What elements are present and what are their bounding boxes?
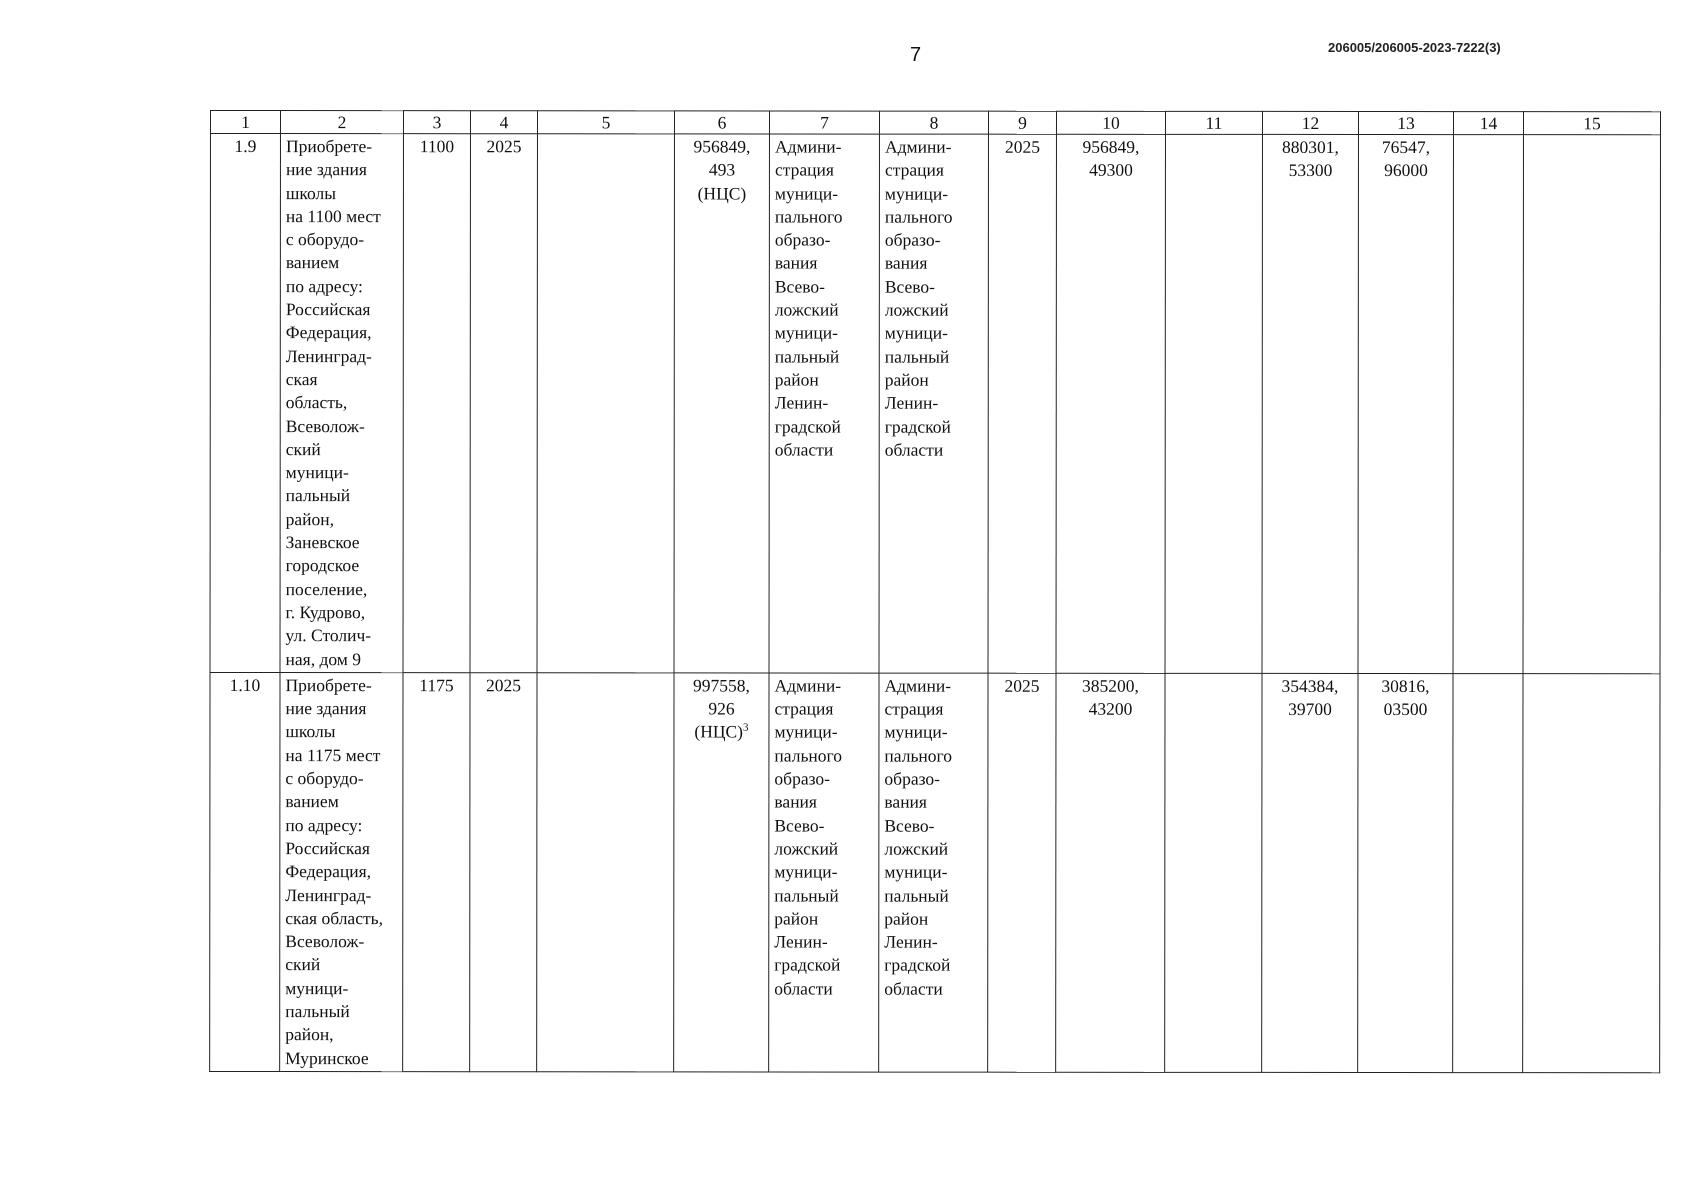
column-header: 13 <box>1358 112 1453 135</box>
year-cell: 2025 <box>470 673 537 1072</box>
budget-table <box>209 110 1661 1073</box>
column-header: 9 <box>988 111 1056 134</box>
empty-cell <box>1453 673 1523 1072</box>
object-name: Приобрете- ние здания школы на 1175 мест с оборудо- ванием по адресу: Российская Федерация, Ленинград- ская область, Всеволож- ский муници- пальный район, Муринское <box>280 672 403 1071</box>
amount-cell: 354384, 39700 <box>1262 673 1358 1072</box>
column-header: 1 <box>210 111 280 134</box>
amount-cell: 76547, 96000 <box>1358 135 1453 674</box>
object-name: Приобрете- ние здания школы на 1100 мест с оборудо- ванием по адресу: Российская Федерация, Ленинград- ская область, Всеволож- ский муници- пальный район, Заневское городское поселение, г. Кудрово, ул. Столич- ная, дом 9 <box>280 134 403 673</box>
total-amount: 385200, 43200 <box>1056 673 1165 1072</box>
column-header: 4 <box>470 111 537 134</box>
empty-cell <box>1523 673 1660 1072</box>
page-number: 7 <box>910 44 922 66</box>
estimated-cost: 956849, 493 (НЦС) <box>674 134 769 673</box>
footnote-marker: 3 <box>743 722 749 735</box>
column-number-row <box>210 111 1660 135</box>
column-header: 15 <box>1523 112 1660 135</box>
column-header: 12 <box>1262 111 1358 134</box>
capacity-cell: 1100 <box>403 134 470 673</box>
empty-cell <box>1523 135 1660 674</box>
table-row <box>210 672 1660 1072</box>
empty-cell <box>537 673 674 1072</box>
empty-cell <box>537 134 674 673</box>
column-header: 8 <box>879 111 988 134</box>
document-id: 206005/206005-2023-7222(3) <box>1328 40 1501 55</box>
developer-cell: Админи- страция муници- пального образо- вания Всево- ложский муници- пальный район Ленин- градской области <box>879 673 988 1072</box>
customer-cell: Админи- страция муници- пального образо- вания Всево- ложский муници- пальный район Ленин- градской области <box>769 673 879 1072</box>
empty-cell <box>1165 134 1262 673</box>
estimated-cost: 997558, 926 (НЦС)$^3$ <box>674 673 769 1072</box>
row-number: 1.9 <box>210 134 280 673</box>
empty-cell <box>1165 673 1262 1072</box>
year-cell: 2025 <box>988 673 1056 1072</box>
empty-cell <box>1453 135 1523 674</box>
customer-cell: Админи- страция муници- пального образо- вания Всево- ложский муници- пальный район Ленин- градской области <box>769 134 879 673</box>
column-header: 10 <box>1056 111 1165 134</box>
row-number: 1.10 <box>210 672 280 1071</box>
capacity-cell: 1175 <box>403 672 470 1071</box>
year-cell: 2025 <box>470 134 537 673</box>
column-header: 11 <box>1165 111 1262 134</box>
column-header: 6 <box>674 111 769 134</box>
column-header: 5 <box>537 111 674 134</box>
amount-cell: 30816, 03500 <box>1358 673 1453 1072</box>
year-cell: 2025 <box>988 134 1056 673</box>
column-header: 3 <box>403 111 470 134</box>
developer-cell: Админи- страция муници- пального образо- вания Всево- ложский муници- пальный район Ленин- градской области <box>879 134 988 673</box>
column-header: 2 <box>280 111 403 134</box>
table-row <box>210 134 1660 674</box>
column-header: 14 <box>1453 112 1523 135</box>
total-amount: 956849, 49300 <box>1056 134 1165 673</box>
column-header: 7 <box>769 111 879 134</box>
amount-cell: 880301, 53300 <box>1262 134 1358 673</box>
